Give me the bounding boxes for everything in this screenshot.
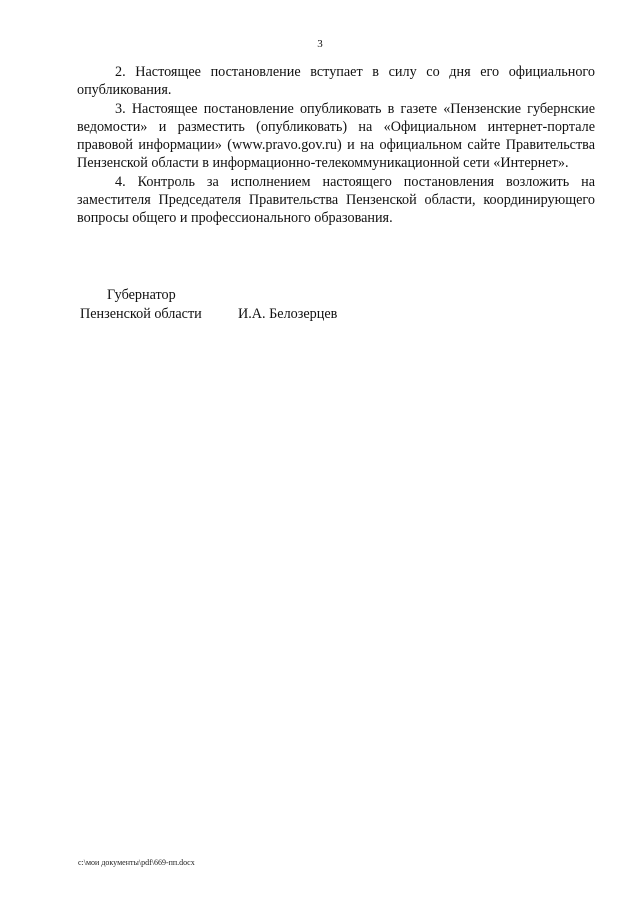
paragraph-control: 4. Контроль за исполнением настоящего постановления возложить на заместителя Председателя Правительства Пензенской области, координирующего вопросы общего и профессионального образования. xyxy=(77,173,595,227)
paragraph-publication: 3. Настоящее постановление опубликовать в газете «Пензенские губернские ведомости» и разместить (опубликовать) на «Официальном интернет-портале правовой информации» (www.pravo.gov.ru) и на официальном сайте Правительства Пензенской области в информационно-телекоммуникационной сети «Интернет». xyxy=(77,100,595,172)
page-number: 3 xyxy=(317,38,323,50)
paragraph-effective-date: 2. Настоящее постановление вступает в силу со дня его официального опубликования. xyxy=(77,64,595,99)
signature-title-line1: Губернатор xyxy=(107,287,176,303)
signature-name: И.А. Белозерцев xyxy=(238,306,338,322)
document-body xyxy=(77,63,595,228)
signature-title-line2: Пензенской области xyxy=(80,306,202,322)
footer-file-path: c:\мои документы\pdf\669-пп.docx xyxy=(78,858,195,867)
